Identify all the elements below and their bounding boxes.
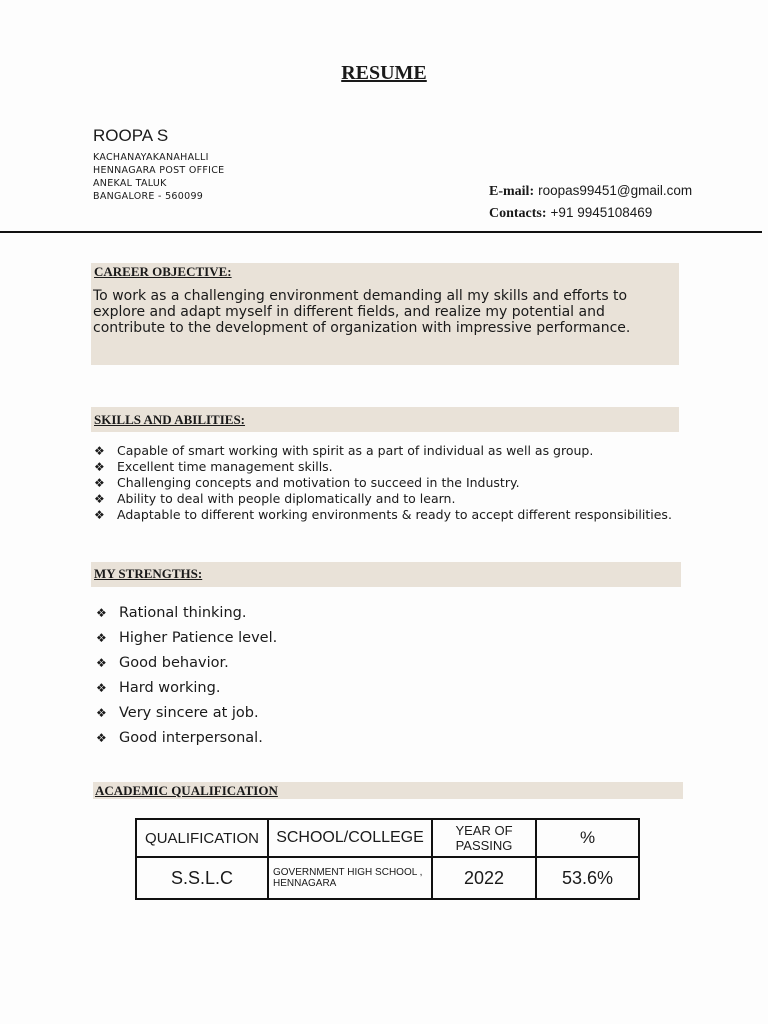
career-objective-text: To work as a challenging environment demanding all my skills and efforts to explore and adapt myself in different fields, and realize my potential and contribute to the development of organization with impressive performance. — [93, 288, 631, 336]
diamond-bullet-icon: ❖ — [96, 731, 107, 745]
table-cell: 2022 — [432, 857, 536, 899]
diamond-bullet-icon: ❖ — [96, 706, 107, 720]
table-header-cell: SCHOOL/COLLEGE — [268, 819, 432, 857]
table-header-cell: QUALIFICATION — [136, 819, 268, 857]
skill-text: Adaptable to different working environments & ready to accept different responsibilities. — [117, 507, 672, 522]
table-header-row — [136, 819, 639, 857]
contacts-line — [489, 205, 652, 222]
strength-text: Very sincere at job. — [119, 705, 259, 721]
strength-text: Good behavior. — [119, 655, 229, 671]
list-item — [96, 601, 277, 626]
academic-heading: ACADEMIC QUALIFICATION — [95, 783, 278, 798]
table-cell — [268, 857, 432, 899]
table-cell: S.S.L.C — [136, 857, 268, 899]
strength-text: Higher Patience level. — [119, 630, 278, 646]
diamond-bullet-icon: ❖ — [94, 460, 105, 474]
list-item — [94, 507, 674, 523]
email-value: roopas99451@gmail.com — [538, 183, 693, 198]
diamond-bullet-icon: ❖ — [94, 508, 105, 522]
strengths-heading: MY STRENGTHS: — [94, 566, 203, 581]
diamond-bullet-icon: ❖ — [96, 631, 107, 645]
address-line: HENNAGARA POST OFFICE — [93, 165, 225, 176]
school-name: GOVERNMENT HIGH SCHOOL , HENNAGARA — [273, 867, 423, 889]
email-label: E-mail: — [489, 184, 535, 199]
address-line: KACHANAYAKANAHALLI — [93, 152, 209, 163]
list-item — [96, 726, 277, 751]
address-line: ANEKAL TALUK — [93, 178, 167, 189]
skill-text: Challenging concepts and motivation to succeed in the Industry. — [117, 475, 520, 490]
career-objective-section — [91, 263, 679, 365]
diamond-bullet-icon: ❖ — [94, 476, 105, 490]
skills-heading: SKILLS AND ABILITIES: — [94, 412, 246, 427]
contacts-value: +91 9945108469 — [550, 205, 653, 220]
academic-heading-band — [93, 782, 683, 799]
list-item — [94, 443, 674, 459]
strengths-heading-band — [91, 562, 681, 587]
address-block — [93, 151, 225, 203]
strength-text: Rational thinking. — [119, 605, 247, 621]
skills-heading-band — [91, 407, 679, 432]
address-line: BANGALORE - 560099 — [93, 191, 204, 202]
table-cell: 53.6% — [536, 857, 639, 899]
strength-text: Hard working. — [119, 680, 221, 696]
table-header-cell: % — [536, 819, 639, 857]
list-item — [96, 701, 277, 726]
strength-text: Good interpersonal. — [119, 730, 263, 746]
skill-text: Capable of smart working with spirit as a part of individual as well as group. — [117, 443, 594, 458]
candidate-name: ROOPA S — [93, 126, 169, 145]
skill-text: Excellent time management skills. — [117, 459, 333, 474]
diamond-bullet-icon: ❖ — [96, 681, 107, 695]
qualification-table — [135, 818, 640, 900]
diamond-bullet-icon: ❖ — [94, 492, 105, 506]
resume-title: RESUME — [341, 62, 427, 84]
skill-text: Ability to deal with people diplomatically and to learn. — [117, 491, 456, 506]
list-item — [96, 651, 277, 676]
diamond-bullet-icon: ❖ — [96, 606, 107, 620]
career-objective-heading: CAREER OBJECTIVE: — [94, 264, 232, 279]
table-header-cell — [432, 819, 536, 857]
list-item — [94, 475, 674, 491]
email-line — [489, 183, 692, 200]
list-item — [94, 491, 674, 507]
skills-list — [94, 443, 674, 523]
list-item — [94, 459, 674, 475]
diamond-bullet-icon: ❖ — [96, 656, 107, 670]
table-row — [136, 857, 639, 899]
header-divider — [0, 231, 762, 233]
contacts-label: Contacts: — [489, 206, 547, 221]
list-item — [96, 676, 277, 701]
list-item — [96, 626, 277, 651]
diamond-bullet-icon: ❖ — [94, 444, 105, 458]
year-of-passing-label: YEAR OF PASSING — [455, 823, 513, 853]
strengths-list — [96, 601, 277, 751]
